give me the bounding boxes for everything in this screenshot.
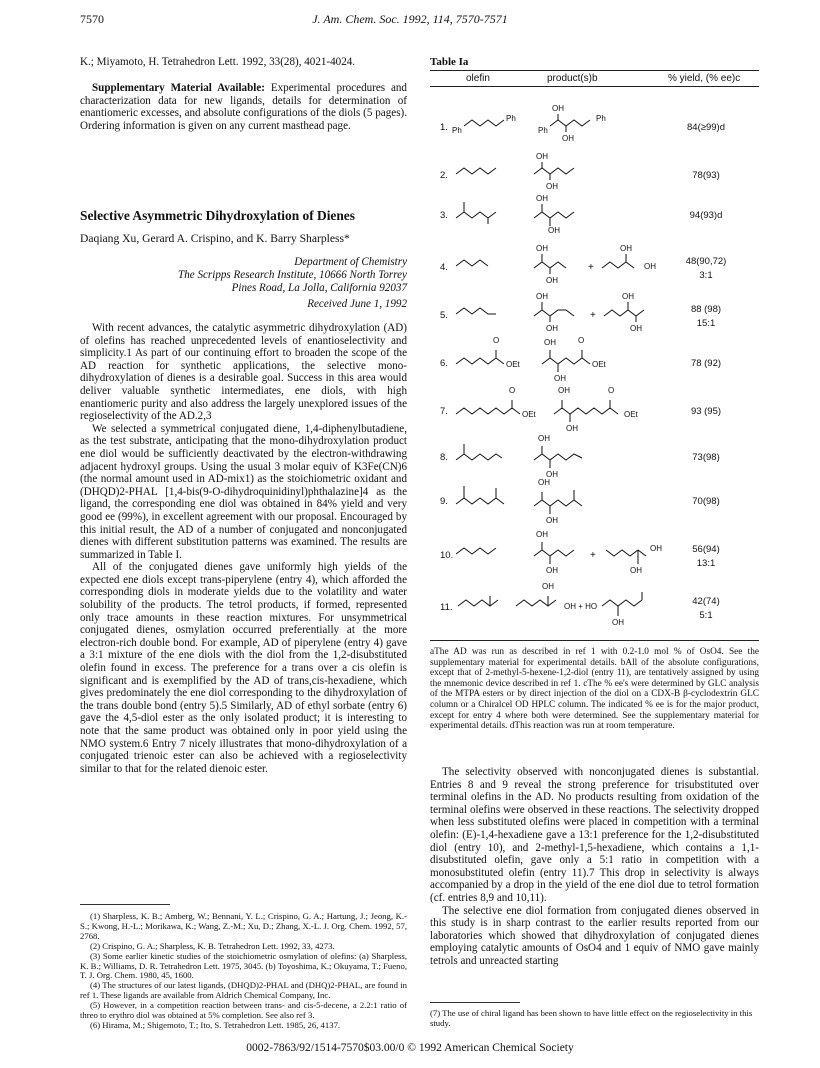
yield-value: 70(98)	[692, 496, 720, 507]
oet-label: OEt	[592, 360, 606, 369]
ph-label: Ph	[596, 114, 606, 123]
oh-plus-ho-label: OH + HO	[564, 602, 598, 611]
oh-label: OH	[544, 338, 556, 347]
body-left	[80, 322, 407, 775]
ph-label: Ph	[506, 114, 516, 123]
yield-value: 56(94)	[692, 544, 720, 555]
entry-number: 3.	[440, 210, 448, 221]
oh-label: OH	[548, 226, 560, 235]
plus-sign: +	[590, 550, 596, 561]
body-para-1: With recent advances, the catalytic asymmetric dihydroxylation (AD) of olefins has reached unprecedented levels of enantioselectivity and simplicity.1 As part of our continuing effort to broaden the scope of the AD reaction for synthetic applications, the selective mono-dihydroxylation of dienes is a desirable goal. Success in this area would deliver valuable synthetic intermediates, ene diols, with high enantiomeric purity and also address the largely unexplored issues of the regioselectivity of the AD.2,3	[80, 322, 407, 423]
body-para-2: We selected a symmetrical conjugated diene, 1,4-diphenylbutadiene, as the test substrate, anticipating that the mono-dihydroxylation product ene diol would be sufficiently deactivated by the electron-withdrawing adjacent hydroxyl groups. Using the usual 3 molar equiv of K3Fe(CN)6 (the normal amount used in AD-mix1) as the stoichiometric oxidant and (DHQD)2-PHAL [1,4-bis(9-O-dihydroquinidinyl)phthalazine]4 as the ligand, the corresponding ene diol was obtained in 84% yield and very good ee (99%), in excellent agreement with our proposal. Encouraged by this initial result, the AD of a number of conjugated and nonconjugated dienes with different substitution patterns was examined. The results are summarized in Table I.	[80, 422, 407, 561]
oh-label: OH	[546, 470, 558, 479]
entry-number: 2.	[440, 170, 448, 181]
references	[80, 912, 407, 1031]
footnote-7: (7) The use of chiral ligand has been shown to have little effect on the regioselectivity in this study.	[430, 1008, 753, 1028]
entry-number: 11.	[440, 602, 453, 613]
entry-number: 10.	[440, 550, 454, 561]
body-right-para-2: The selective ene diol formation from conjugated dienes observed in this study is in sharp contrast to the earlier results reported from our laboratories which showed that dihydroxylation of conjugated dienes employing catalytic amounts of OsO4 and 1 equiv of NMO gave mainly tetrols and unreacted starting	[430, 904, 759, 967]
yield-value: 93 (95)	[690, 406, 722, 417]
ref-6: (6) Hirama, M.; Shigemoto, T.; Ito, S. Tetrahedron Lett. 1985, 26, 4137.	[90, 1019, 341, 1030]
oh-label: OH	[546, 324, 558, 333]
ph-label: Ph	[452, 126, 462, 135]
olefin-structure	[464, 116, 504, 130]
oh-label: OH	[536, 292, 548, 301]
oh-label: OH	[546, 182, 558, 191]
oh-label: OH	[536, 152, 548, 161]
page-number: 7570	[80, 12, 104, 26]
oh-label: OH	[536, 194, 548, 203]
olefin-structure	[456, 350, 506, 370]
top-ref-text: K.; Miyamoto, H. Tetrahedron Lett. 1992, 33(28), 4021-4024.	[80, 56, 356, 68]
ratio-value: 5:1	[699, 610, 713, 621]
oh-label: OH	[612, 618, 624, 627]
affil-line-2: The Scripps Research Institute, 10666 North Torrey	[178, 269, 407, 281]
oet-label: OEt	[522, 410, 536, 419]
product-structure	[534, 254, 574, 274]
carbonyl-o-label: O	[509, 386, 516, 395]
yield-value: 78 (92)	[690, 358, 722, 369]
entry-number: 4.	[440, 262, 448, 273]
oet-label: OEt	[624, 410, 638, 419]
top-reference	[80, 56, 407, 69]
ref-1: (1) Sharpless, K. B.; Amberg, W.; Bennani, Y. L.; Crispino, G. A.; Hartung, J.; Jeong, K.-S.; Kwong, H.-L.; Morikawa, K.; Wang, Z.-M.; Xu, D.; Zhang, X.-L. J. Org. Chem. 1992, 57, 2768.	[80, 911, 407, 941]
entry-number: 9.	[440, 496, 448, 507]
entry-number: 1.	[440, 122, 448, 133]
product-structure	[516, 592, 564, 614]
oh-label: OH	[538, 478, 550, 487]
yield-value: 73(98)	[692, 452, 720, 463]
product-structure	[606, 542, 650, 564]
body-para-3: All of the conjugated dienes gave uniformly high yields of the expected ene diols except trans-piperylene (entry 4), which afforded the corresponding diols in moderate yields due to the volatility and water solubility of the products. The tetrol products, if formed, represented only trace amounts in these reaction mixtures. For unsymmetrical conjugated dienes, osmylation occurred preferentially at the more electron-rich double bond. For example, AD of piperylene (entry 4) gave a 3:1 mixture of the ene diols with the diol from the 1,2-disubstituted olefin found in excess. The preference for a trans over a cis olefin is significant and is exemplified by the AD of trans,cis-hexadiene, which gives predominately the ene diol corresponding to the dihydroxylation of the trans double bond (entry 5).5 Similarly, AD of ethyl sorbate (entry 6) gave the 4,5-diol ester as the only isolated product; it is interesting to note that the same product was obtained only in poor yield using the NMO system.6 Entry 7 nicely illustrates that mono-dihydroxylation of a conjugated trienoic ester can also be achieved with a regioselectivity similar to that for the related dienoic ester.	[80, 561, 407, 775]
oh-label: OH	[630, 566, 642, 575]
table-row	[430, 434, 759, 484]
table-footnotes: aThe AD was run as described in ref 1 with 0.2-1.0 mol % of OsO4. See the supplementary material for experimental details. bAll of the absolute configurations, except that of 2-methyl-5-hexene-1,2-diol (entry 11), are tentatively assigned by using the mnemonic device described in ref 1. cThe % ee's were determined by GLC analysis of the MTPA esters or by direct injection of the diol on a CDX-B β-cyclodextrin GLC column or a Chiralcel OD HPLC column. The indicated % ee is for the major product, except for entry 4 where both were determined. See the supplementary material for experimental details. dThis reaction was run at room temperature.	[430, 647, 759, 732]
oh-label: OH	[650, 544, 662, 553]
yield-value: 94(93)d	[689, 210, 723, 221]
oh-label: OH	[536, 530, 548, 539]
oh-label: OH	[552, 104, 564, 113]
body-right	[430, 766, 759, 968]
oh-label: OH	[554, 374, 566, 383]
plus-sign: +	[588, 262, 594, 273]
oh-label: OH	[566, 424, 578, 433]
yield-value: 42(74)	[692, 596, 720, 607]
product-structure	[604, 302, 648, 322]
table-row	[430, 194, 759, 242]
olefin-structure	[456, 400, 526, 420]
olefin-structure	[456, 164, 496, 178]
product-structure	[534, 302, 578, 322]
oh-label: OH	[546, 276, 558, 285]
yield-value: 88 (98)	[690, 304, 722, 315]
product-structure	[534, 444, 584, 468]
yield-value: 48(90,72)	[685, 256, 727, 267]
table-row	[430, 100, 759, 144]
product-structure	[602, 592, 652, 616]
ref-5: (5) However, in a competition reaction between trans- and cis-5-decene, a 2.2:1 ratio of threo to erythro diol was obtained at 5% completion. See also ref 3.	[80, 1000, 407, 1021]
table-row	[430, 292, 759, 342]
entry-number: 7.	[440, 406, 448, 417]
olefin-structure	[456, 256, 490, 270]
ref-2: (2) Crispino, G. A.; Sharpless, K. B. Tetrahedron Lett. 1992, 33, 4273.	[90, 940, 335, 951]
oh-label: OH	[622, 292, 634, 301]
oh-label: OH	[546, 566, 558, 575]
col-products: product(s)b	[547, 73, 598, 84]
olefin-structure	[456, 544, 498, 558]
supp-label: Supplementary Material Available:	[92, 82, 265, 94]
supplementary-section	[80, 82, 407, 132]
product-structure	[534, 488, 588, 514]
table-rule-header	[430, 86, 759, 87]
table-row	[430, 336, 759, 388]
entry-number: 8.	[440, 452, 448, 463]
table-row	[430, 478, 759, 530]
page-footer: 0002-7863/92/1514-7570$03.00/0 © 1992 American Chemical Society	[246, 1042, 574, 1054]
oh-label: OH	[558, 386, 570, 395]
oh-label: OH	[536, 244, 548, 253]
table-title: Table Ia	[430, 56, 469, 68]
table-row	[430, 584, 759, 636]
affil-line-1: Department of Chemistry	[294, 256, 407, 268]
oh-label: OH	[630, 324, 642, 333]
fn7-divider	[430, 1002, 520, 1003]
plus-sign: +	[590, 310, 596, 321]
body-right-para-1: The selectivity observed with nonconjugated dienes is substantial. Entries 8 and 9 reveal the strong preference for trisubstituted over terminal olefins in the AD. No products resulting from oxidation of the terminal olefins were observed in these reactions. The selectivity dropped when less substituted olefins were placed in competition with a terminal olefin: (E)-1,4-hexadiene gave a 13:1 preference for the 1,2-disubstituted diol (entry 10), and 2-methyl-1,5-hexadiene, which contains a 1,1-disubstituted olefin, gave only a 5:1 ratio in competition with a monosubstituted olefin (entry 11).7 This drop in selectivity is always accompanied by a drop in the yield of the ene diol due to tetrol formation (cf. entries 8,9 and 10,11).	[430, 766, 759, 904]
table-row	[430, 386, 759, 440]
ratio-value: 15:1	[696, 318, 716, 329]
oh-label: OH	[546, 516, 558, 525]
oh-label: OH	[538, 434, 550, 443]
entry-number: 5.	[440, 310, 448, 321]
product-structure	[542, 350, 592, 372]
ph-label: Ph	[538, 126, 548, 135]
oh-label: OH	[620, 244, 632, 253]
product-structure	[554, 400, 624, 422]
product-structure	[534, 162, 578, 180]
table-row	[430, 244, 759, 294]
ratio-value: 13:1	[696, 558, 716, 569]
article-authors: Daqiang Xu, Gerard A. Crispino, and K. Barry Sharpless*	[80, 232, 350, 245]
table-rule-bottom	[430, 640, 759, 641]
received-date: Received June 1, 1992	[307, 298, 407, 310]
olefin-structure	[458, 592, 504, 614]
oh-label: OH	[542, 582, 554, 591]
carbonyl-o-label: O	[493, 336, 500, 345]
journal-header: J. Am. Chem. Soc. 1992, 114, 7570-7571	[312, 12, 508, 26]
carbonyl-o-label: O	[608, 386, 615, 395]
ref-3: (3) Some earlier kinetic studies of the stoichiometric osmylation of olefins: (a) Sharpless, K. B.; Williams, D. R. Tetrahedron Lett. 1975, 3045. (b) Toyoshima, K.; Okuyama, T.; Fueno, T. J. Org. Chem. 1980, 45, 1600.	[80, 950, 407, 981]
product-structure	[534, 542, 578, 564]
oh-label: OH	[644, 262, 656, 271]
table-row	[430, 532, 759, 584]
affiliation	[80, 256, 407, 295]
olefin-structure	[456, 304, 496, 318]
entry-number: 6.	[440, 358, 448, 369]
oet-label: OEt	[506, 360, 520, 369]
article-title: Selective Asymmetric Dihydroxylation of Dienes	[80, 208, 355, 223]
table-rule-top	[430, 70, 759, 71]
affil-line-3: Pines Road, La Jolla, California 92037	[231, 282, 407, 294]
olefin-structure	[456, 200, 496, 224]
ratio-value: 3:1	[699, 270, 713, 281]
product-structure	[602, 254, 642, 274]
olefin-structure	[456, 486, 506, 510]
col-olefin: olefin	[466, 73, 490, 84]
ref-4: (4) The structures of our latest ligands, (DHQD)2-PHAL and (DHQ)2-PHAL, are found in ref 1. These ligands are available from Aldrich Chemical Company, Inc.	[80, 980, 407, 1001]
carbonyl-o-label: O	[578, 336, 585, 345]
olefin-structure	[456, 444, 502, 466]
col-yield: % yield, (% ee)c	[668, 73, 741, 84]
product-structure	[534, 204, 578, 226]
table-row	[430, 150, 759, 194]
yield-value: 78(93)	[692, 170, 720, 181]
supp-text: Experimental procedures and characterization data for new ligands, details for determination of enantiomeric excesses, and absolute configurations of the diols (5 pages). Ordering information is given on any current masthead page.	[80, 82, 407, 132]
yield-value: 84(≥99)d	[687, 122, 725, 133]
product-structure	[550, 114, 594, 132]
refs-divider	[80, 904, 170, 905]
oh-label: OH	[562, 134, 574, 143]
